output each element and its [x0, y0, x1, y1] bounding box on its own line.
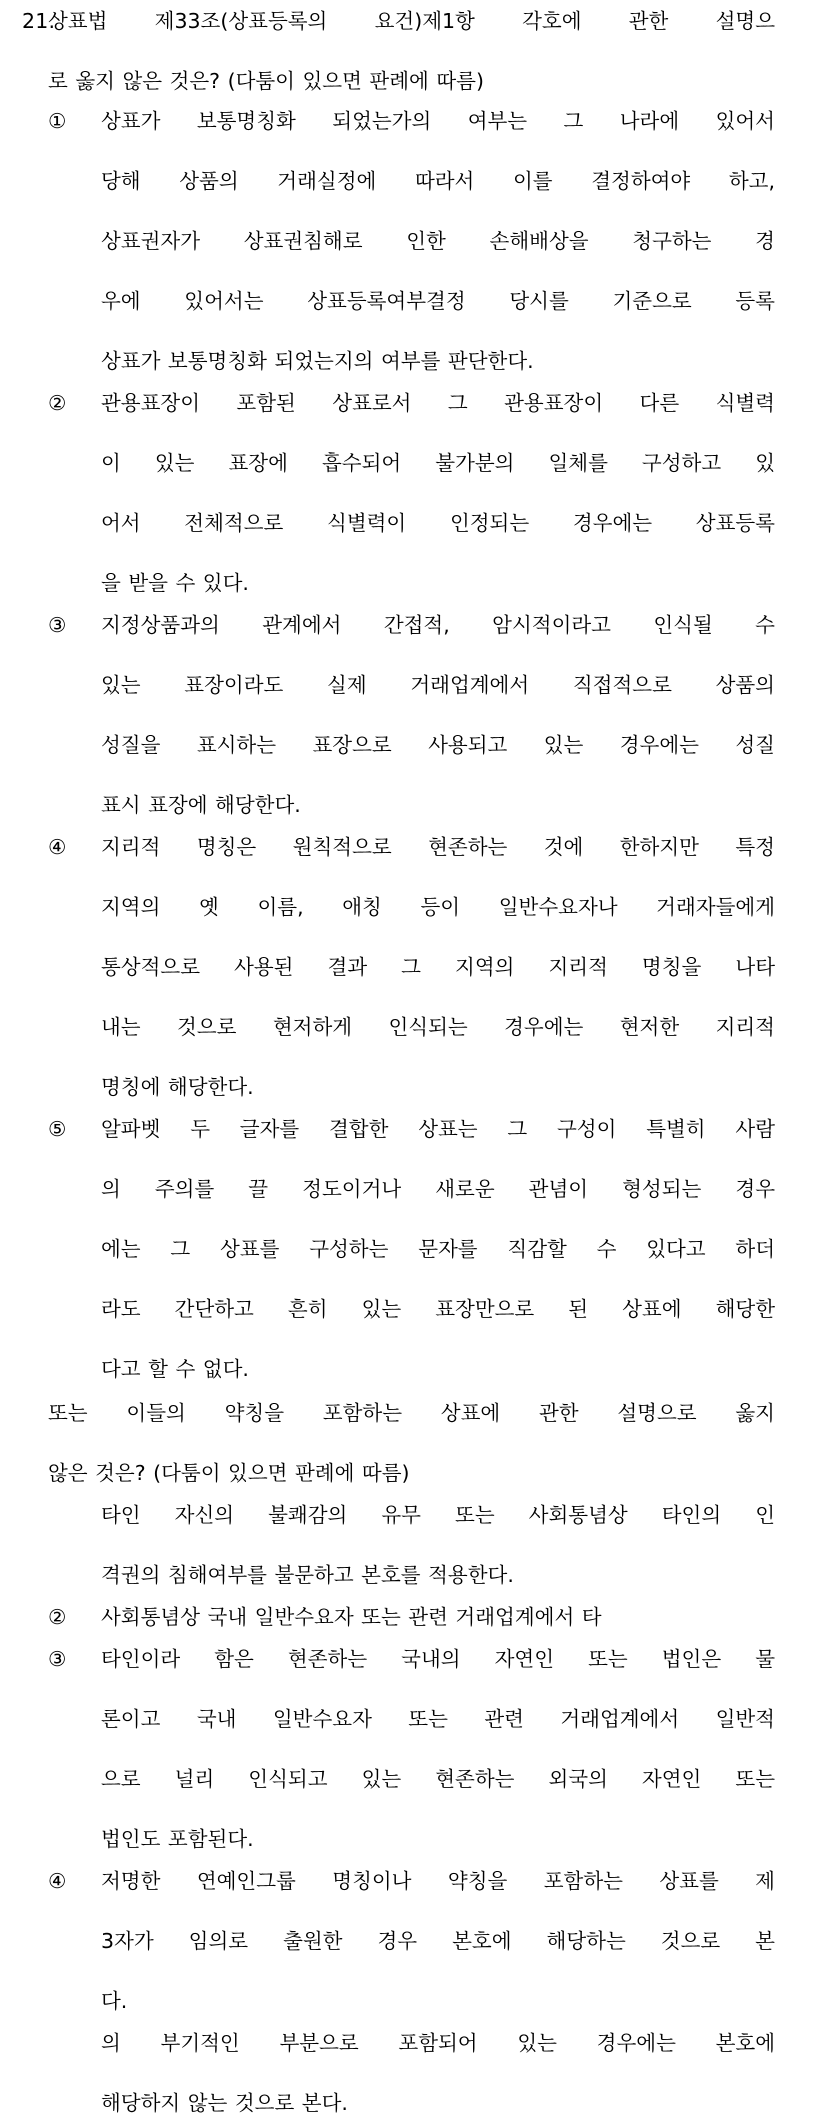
choice-text-line: 내는 것으로 현저하게 인식되는 경우에는 현저한 지리적 — [101, 1015, 775, 1039]
choice-item[interactable] — [48, 610, 775, 820]
choice-item[interactable] — [48, 1114, 775, 1384]
choice-text-line: 론이고 국내 일반수요자 또는 관련 거래업계에서 일반적 — [101, 1707, 775, 1731]
choice-text-line: 지역의 옛 이름, 애칭 등이 일반수요자나 거래자들에게 — [101, 895, 775, 919]
choice-text-line: 라도 간단하고 흔히 있는 표장만으로 된 상표에 해당한 — [101, 1297, 775, 1321]
second-stem-line: 또는 이들의 약칭을 포함하는 상표에 관한 설명으로 옳지 — [48, 1401, 775, 1425]
second-question-stem — [48, 1398, 775, 1488]
paragraph-line: 의 부기적인 부분으로 포함되어 있는 경우에는 본호에 — [101, 2031, 775, 2055]
choice-text-line: 사회통념상 국내 일반수요자 또는 관련 거래업계에서 타 — [101, 1605, 602, 1629]
choice-text-line: 우에 있어서는 상표등록여부결정 당시를 기준으로 등록 — [101, 289, 775, 313]
choice-text-line: 당해 상품의 거래실정에 따라서 이를 결정하여야 하고, — [101, 169, 775, 193]
choice-marker-③: ③ — [48, 1647, 67, 1671]
choice-text-line: 상표가 보통명칭화 되었는가의 여부는 그 나라에 있어서 — [101, 109, 775, 133]
choice-text — [101, 1644, 775, 1854]
choice-text-line: 저명한 연예인그룹 명칭이나 약칭을 포함하는 상표를 제 — [101, 1869, 775, 1893]
choice-text-line: 3자가 임의로 출원한 경우 본호에 해당하는 것으로 본 — [101, 1929, 775, 1953]
choice-marker-②: ② — [48, 1605, 67, 1629]
choice-text-line: 어서 전체적으로 식별력이 인정되는 경우에는 상표등록 — [101, 511, 775, 535]
paragraph-line: 격권의 침해여부를 불문하고 본호를 적용한다. — [101, 1563, 514, 1587]
choice-item[interactable] — [48, 1866, 775, 2016]
choice-list-21 — [22, 106, 775, 1384]
choice-text-line: 의 주의를 끌 정도이거나 새로운 관념이 형성되는 경우 — [101, 1177, 775, 1201]
choice-marker-3: ③ — [48, 613, 67, 637]
choice-text-line: 표시 표장에 해당한다. — [101, 793, 301, 817]
paragraph-line: 해당하지 않는 것으로 본다. — [101, 2091, 348, 2115]
choice-text-line: 이 있는 표장에 흡수되어 불가분의 일체를 구성하고 있 — [101, 451, 775, 475]
choice-text-line: 지정상품과의 관계에서 간접적, 암시적이라고 인식될 수 — [101, 613, 775, 637]
choice-text-line: 상표권자가 상표권침해로 인한 손해배상을 청구하는 경 — [101, 229, 775, 253]
choice-text — [101, 1602, 775, 1632]
choice-text-line: 있는 표장이라도 실제 거래업계에서 직접적으로 상품의 — [101, 673, 775, 697]
choice-marker-1: ① — [48, 109, 67, 133]
question-stem-line: 로 옳지 않은 것은? (다툼이 있으면 판례에 따름) — [48, 69, 484, 93]
choice-list-2 — [22, 1500, 775, 2118]
choice-item[interactable] — [48, 106, 775, 376]
choice-text-line: 지리적 명칭은 원칙적으로 현존하는 것에 한하지만 특정 — [101, 835, 775, 859]
question-stem — [48, 6, 775, 96]
choice-text-line: 명칭에 해당한다. — [101, 1075, 254, 1099]
choice-text-line: 으로 널리 인식되고 있는 현존하는 외국의 자연인 또는 — [101, 1767, 775, 1791]
choice-text-line: 통상적으로 사용된 결과 그 지역의 지리적 명칭을 나타 — [101, 955, 775, 979]
choice-text-line: 법인도 포함된다. — [101, 1827, 254, 1851]
question-block-21 — [22, 6, 775, 96]
choice-marker-2: ② — [48, 391, 67, 415]
question-number: 21. — [22, 9, 56, 33]
unnumbered-paragraph — [48, 2028, 775, 2118]
choice-text — [101, 1866, 775, 2016]
choice-text-line: 상표가 보통명칭화 되었는지의 여부를 판단한다. — [101, 349, 534, 373]
choice-text-line: 알파벳 두 글자를 결합한 상표는 그 구성이 특별히 사람 — [101, 1117, 775, 1141]
choice-item[interactable] — [48, 1602, 775, 1632]
choice-text — [101, 1114, 775, 1384]
choice-text-line: 을 받을 수 있다. — [101, 571, 249, 595]
choice-text-line: 성질을 표시하는 표장으로 사용되고 있는 경우에는 성질 — [101, 733, 775, 757]
choice-text-line: 에는 그 상표를 구성하는 문자를 직감할 수 있다고 하더 — [101, 1237, 775, 1261]
unnumbered-paragraph — [48, 1500, 775, 1590]
choice-text-line: 타인이라 함은 현존하는 국내의 자연인 또는 법인은 물 — [101, 1647, 775, 1671]
question-stem-line: 상표법 제33조(상표등록의 요건)제1항 각호에 관한 설명으 — [48, 9, 775, 33]
choice-text-line: 다고 할 수 없다. — [101, 1357, 249, 1381]
choice-text-line: 관용표장이 포함된 상표로서 그 관용표장이 다른 식별력 — [101, 391, 775, 415]
choice-marker-5: ⑤ — [48, 1117, 67, 1141]
choice-text-line: 다. — [101, 1989, 128, 2013]
choice-text — [101, 106, 775, 376]
choice-item[interactable] — [48, 1644, 775, 1854]
choice-item[interactable] — [48, 832, 775, 1102]
choice-marker-④: ④ — [48, 1869, 67, 1893]
choice-marker-4: ④ — [48, 835, 67, 859]
choice-item[interactable] — [48, 388, 775, 598]
second-stem-line: 않은 것은? (다툼이 있으면 판례에 따름) — [48, 1461, 410, 1485]
choice-text — [101, 832, 775, 1102]
paragraph-line: 타인 자신의 불쾌감의 유무 또는 사회통념상 타인의 인 — [101, 1503, 775, 1527]
choice-text — [101, 610, 775, 820]
choice-text — [101, 388, 775, 598]
